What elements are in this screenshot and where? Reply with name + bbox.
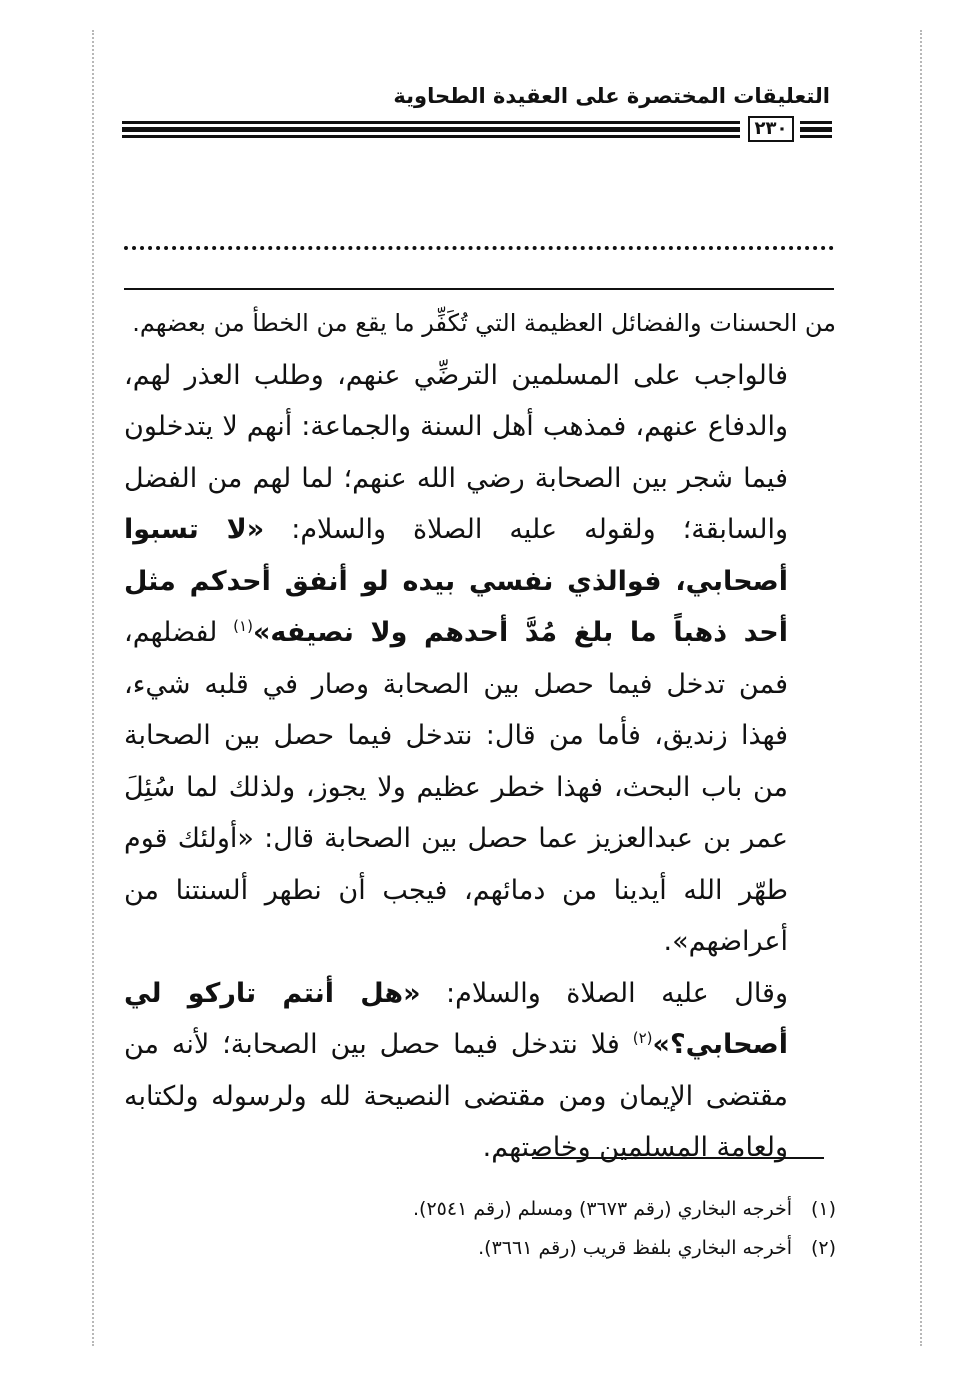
- paragraph: [124, 298, 836, 350]
- right-margin-scan-dots: [920, 30, 922, 1346]
- page-number: ٢٣٠: [748, 116, 794, 142]
- paragraph-text: من الحسنات والفضائل العظيمة التي تُكَفِّر ما يقع من الخطأ من بعضهم.: [132, 309, 836, 337]
- footnote-text: أخرجه البخاري (رقم ٣٦٧٣) ومسلم (رقم ٢٥٤١).: [413, 1198, 792, 1220]
- running-title: التعليقات المختصرة على العقيدة الطحاوية: [393, 84, 830, 108]
- footnotes: [300, 1190, 836, 1268]
- header-rule-short: [800, 121, 832, 124]
- header-rule-short: [800, 135, 832, 138]
- section-rule: [124, 288, 834, 290]
- dotted-separator: [124, 246, 834, 250]
- header-rule-short: [800, 127, 832, 132]
- main-text: [124, 298, 836, 1174]
- header-rule: [122, 127, 740, 132]
- footnote-number: (١): [810, 1198, 836, 1220]
- footnote-reference: (٢): [632, 1029, 653, 1047]
- hadith-quote: «لا تسبوا أصحابي، فوالذي نفسي بيده لو أنفق أحدكم مثل أحد ذهباً ما بلغ مُدَّ أحدهم ولا نصيفه»: [124, 514, 788, 648]
- paragraph-text: فلا نتدخل فيما حصل بين الصحابة؛ لأنه من مقتضى الإيمان ومن مقتضى النصيحة لله ولرسوله ولكتابه ولعامة المسلمين وخاصتهم.: [124, 1029, 788, 1163]
- paragraph-text: لفضلهم، فمن تدخل فيما حصل بين الصحابة وصار في قلبه شيء، فهذا زنديق، فأما من قال: نتدخل فيما حصل بين الصحابة من باب البحث، فهذا خطر عظيم ولا يجوز، ولذلك لما سُئِلَ عمر بن عبدالعزيز عما حصل بين الصحابة قال: «أولئك قوم طهّر الله أيدينا من دمائهم، فيجب أن نطهر ألسنتنا من أعراضهم».: [124, 617, 788, 957]
- paragraph: [124, 350, 836, 968]
- paragraph-text: فالواجب على المسلمين الترضِّي عنهم، وطلب العذر لهم، والدفاع عنهم، فمذهب أهل السنة والجماعة: أنهم لا يتدخلون فيما شجر بين الصحابة رضي الله عنهم؛ لما لهم من الفضل والسابقة؛ ولقوله عليه الصلاة والسلام:: [124, 359, 788, 545]
- left-margin-scan-dots: [92, 30, 94, 1346]
- header-rule: [122, 135, 740, 138]
- footnote-text: أخرجه البخاري بلفظ قريب (رقم ٣٦٦١).: [478, 1237, 792, 1259]
- paragraph-text: وقال عليه الصلاة والسلام:: [446, 977, 788, 1009]
- footnote-reference: (١): [233, 617, 253, 635]
- hadith-quote: «هل أنتم تاركو لي أصحابي؟»: [124, 977, 789, 1060]
- footnote: [300, 1229, 836, 1268]
- footnote-number: (٢): [810, 1237, 836, 1259]
- paragraph: [124, 968, 836, 1174]
- footnote: [300, 1190, 836, 1229]
- footnote-separator: [532, 1157, 824, 1159]
- header-rule: [122, 121, 740, 124]
